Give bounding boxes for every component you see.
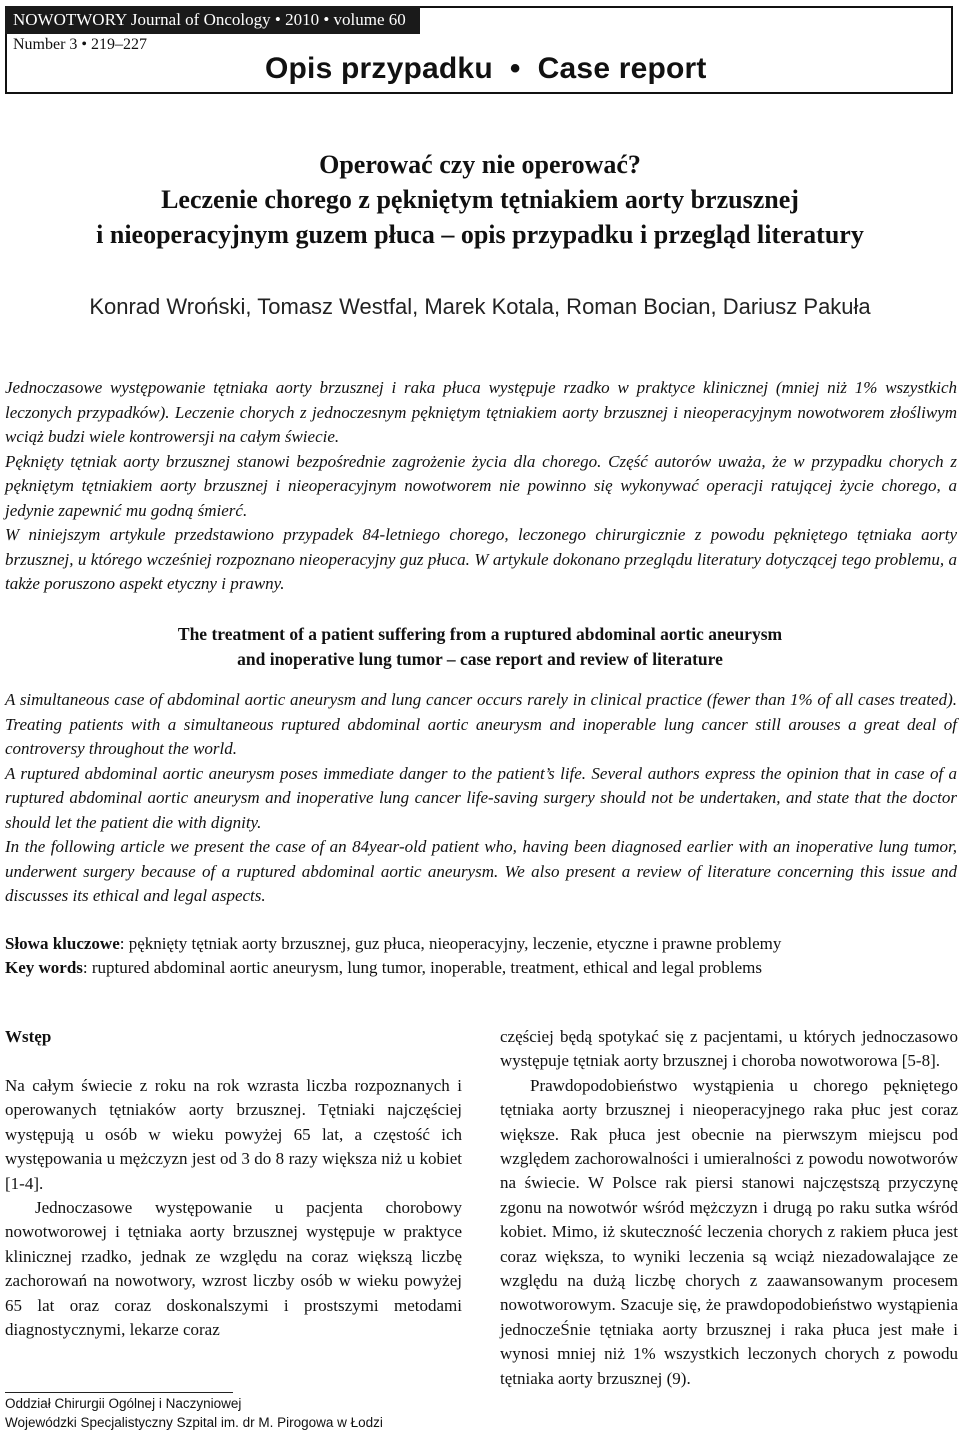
abstract-polish xyxy=(5,376,957,597)
footnote-affiliation-line-2: Wojewódzki Specjalistyczny Szpital im. dr M. Pirogowa w Łodzi xyxy=(5,1415,383,1430)
abstract-en-paragraph: In the following article we present the case of an 84year-old patient who, having been diagnosed earlier with an inoperative lung tumor, underwent surgery because of a ruptured abdominal aortic aneurysm. We also present a review of literature concerning this issue and discusses its ethical and legal aspects. xyxy=(5,837,957,905)
english-title-line-1: The treatment of a patient suffering from a ruptured abdominal aortic aneurysm xyxy=(177,624,783,644)
body-paragraph: częściej będą spotykać się z pacjentami, u których jednoczasowo występuje tętniak aorty brzusznej i choroba nowotworowa [5-8]. xyxy=(500,1027,958,1071)
right-column xyxy=(500,1025,958,1391)
body-paragraph: Jednoczasowe występowanie u pacjenta chorobowy nowotworowej i tętniaka aorty brzusznej występuje w praktyce klinicznej rzadko, jednak ze względu na coraz większą liczbę zachorowań na nowotwory, wzrost liczby osób w wieku powyżej 65 lat oraz coraz doskonalszymi i prostszymi metodami diagnostycznymi, lekarze coraz xyxy=(5,1198,462,1340)
english-title-line-2: and inoperative lung tumor – case report and review of literature xyxy=(237,649,723,669)
footnote-divider xyxy=(5,1392,233,1393)
keywords-pl-label: Słowa kluczowe xyxy=(5,934,120,953)
journal-name-band: NOWOTWORY Journal of Oncology • 2010 • volume 60 xyxy=(5,6,420,34)
keywords-pl-text: : pęknięty tętniak aorty brzusznej, guz płuca, nieoperacyjny, leczenie, etyczne i prawne problemy xyxy=(119,934,782,953)
title-line-1: Operować czy nie operować? xyxy=(319,150,641,179)
abstract-pl-paragraph: Jednoczasowe występowanie tętniaka aorty brzusznej i raka płuca występuje rzadko w praktyce klinicznej (mniej niż 1% wszystkich leczonych przypadków). Leczenie chorych z jednoczesnym pękniętym tętniakiem aorty brzusznej i nieoperacyjnym nowotworem złośliwym wciąż budzi wiele kontrowersji na całym świecie. xyxy=(5,378,957,446)
section-title: Opis przypadku • Case report xyxy=(265,52,707,85)
keywords-polish xyxy=(5,934,957,954)
keywords-english xyxy=(5,958,957,978)
title-line-2: Leczenie chorego z pękniętym tętniakiem aorty brzusznej xyxy=(161,185,799,214)
abstract-en-paragraph: A ruptured abdominal aortic aneurysm poses immediate danger to the patient’s life. Several authors express the opinion that in case of a ruptured abdominal aortic aneurysm and inoperative lung cancer life-saving surgery should not be undertaken, and state that the doctor should let the patient die with dignity. xyxy=(5,763,957,832)
footnote-affiliation-line-1: Oddział Chirurgii Ogólnej i Naczyniowej xyxy=(5,1396,242,1411)
keywords-en-label: Key words xyxy=(5,958,83,977)
body-paragraph: Na całym świecie z roku na rok wzrasta liczba rozpoznanych i operowanych tętniaków aorty brzusznej. Tętniaki najczęściej występują u osób w wieku powyżej 65 lat, a częstość ich występowania u mężczyzn jest od 3 do 8 razy większa niż u kobiet [1-4]. xyxy=(5,1076,462,1193)
left-column xyxy=(5,1074,462,1342)
body-paragraph: Prawdopodobieństwo wystąpienia u chorego pękniętego tętniaka aorty brzusznej i nieoperacyjnego raka płuc jest coraz większe. Rak płuca jest obecnie na pierwszym miejscu pod względem zachorowalności i umieralności z powodu nowotworów na świecie. W Polsce rak piersi stanowi najczęstszą przyczynę zgonu na nowotwór wśród mężczyzn i drugą po raku sutka wśród kobiet. Mimo, iż skuteczność leczenia chorych z rakiem płuca jest coraz większa, to wyniki leczenia są wciąż niezadowalające ze względu na dużą liczbę chorych z zaawansowanym procesem nowotworowym. Szacuje się, że prawdopodobieństwo wystąpienia jednoczeŚnie tętniaka aorty brzusznej i raka płuca jest małe i wynosi mniej niż 1% wszystkich leczonych chorych z powodu tętniaka aorty brzusznej (9). xyxy=(500,1075,958,1388)
abstract-english xyxy=(5,688,957,909)
section-heading-intro: Wstęp xyxy=(5,1027,52,1046)
title-line-3: i nieoperacyjnym guzem płuca – opis przypadku i przegląd literatury xyxy=(96,220,864,249)
issue-info: Number 3 • 219–227 xyxy=(13,36,148,53)
authors: Konrad Wroński, Tomasz Westfal, Marek Kotala, Roman Bocian, Dariusz Pakuła xyxy=(89,294,871,319)
abstract-en-paragraph: A simultaneous case of abdominal aortic aneurysm and lung cancer occurs rarely in clinical practice (fewer than 1% of all cases treated). Treating patients with a simultaneous ruptured abdominal aortic aneurysm and inoperable lung cancer still arouses a great deal of controversy throughout the world. xyxy=(5,690,957,758)
keywords-en-text: : ruptured abdominal aortic aneurysm, lung tumor, inoperable, treatment, ethical and legal problems xyxy=(82,958,763,977)
abstract-pl-paragraph: Pęknięty tętniak aorty brzusznej stanowi bezpośrednie zagrożenie życia dla chorego. Część autorów uważa, że w przypadku chorych z pękniętym tętniakiem aorty brzusznej i nieoperacyjnym nowotworem nie powinno się wykonywać operacji ratującej życie chorego, a jedynie zapewnić mu godną śmierć. xyxy=(5,451,957,520)
abstract-pl-paragraph: W niniejszym artykule przedstawiono przypadek 84-letniego chorego, leczonego chirurgicznie z powodu pękniętego tętniaka aorty brzusznej, u którego wcześniej rozpoznano nieoperacyjny guz płuca. W artykule dokonano przeglądu literatury dotyczącej tego problemu, a także poruszono aspekt etyczny i prawny. xyxy=(5,525,957,593)
